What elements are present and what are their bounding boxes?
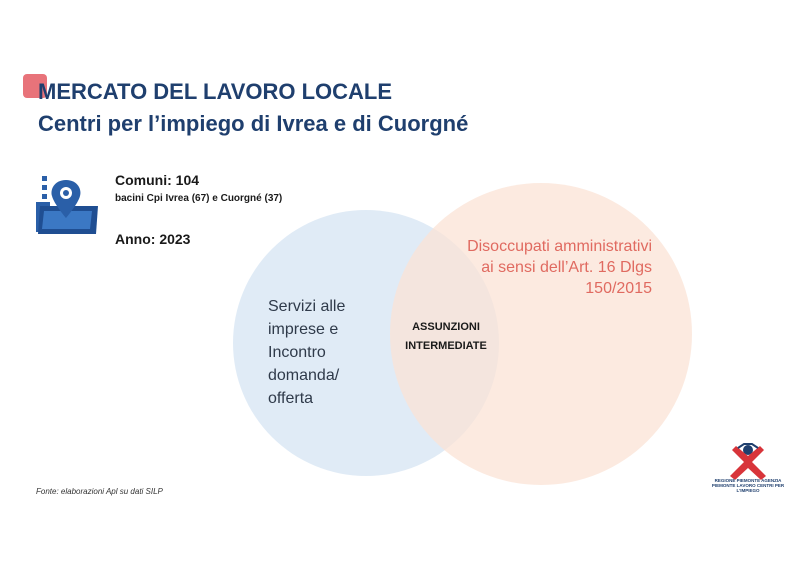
- venn-center-label: ASSUNZIONI INTERMEDIATE: [405, 321, 487, 352]
- page-title: MERCATO DEL LAVORO LOCALE: [38, 79, 393, 104]
- page-subtitle: Centri per l’impiego di Ivrea e di Cuorgné: [38, 111, 469, 136]
- comuni-count: Comuni: 104: [115, 172, 200, 188]
- venn-left-label: Servizi alle imprese e Incontro domanda/ offerta: [268, 298, 346, 407]
- source-note: Fonte: elaborazioni Apl su dati SILP: [36, 487, 163, 496]
- bacini-detail: bacini Cpi Ivrea (67) e Cuorgné (37): [115, 193, 283, 204]
- logo-caption: REGIONE PIEMONTE AGENZIA PIEMONTE LAVORO CENTRI PER L'IMPIEGO: [711, 478, 785, 493]
- venn-right-label: Disoccupati amministrativi ai sensi dell’Art. 16 Dlgs 150/2015: [467, 238, 652, 297]
- anno-label: Anno: 2023: [115, 231, 191, 247]
